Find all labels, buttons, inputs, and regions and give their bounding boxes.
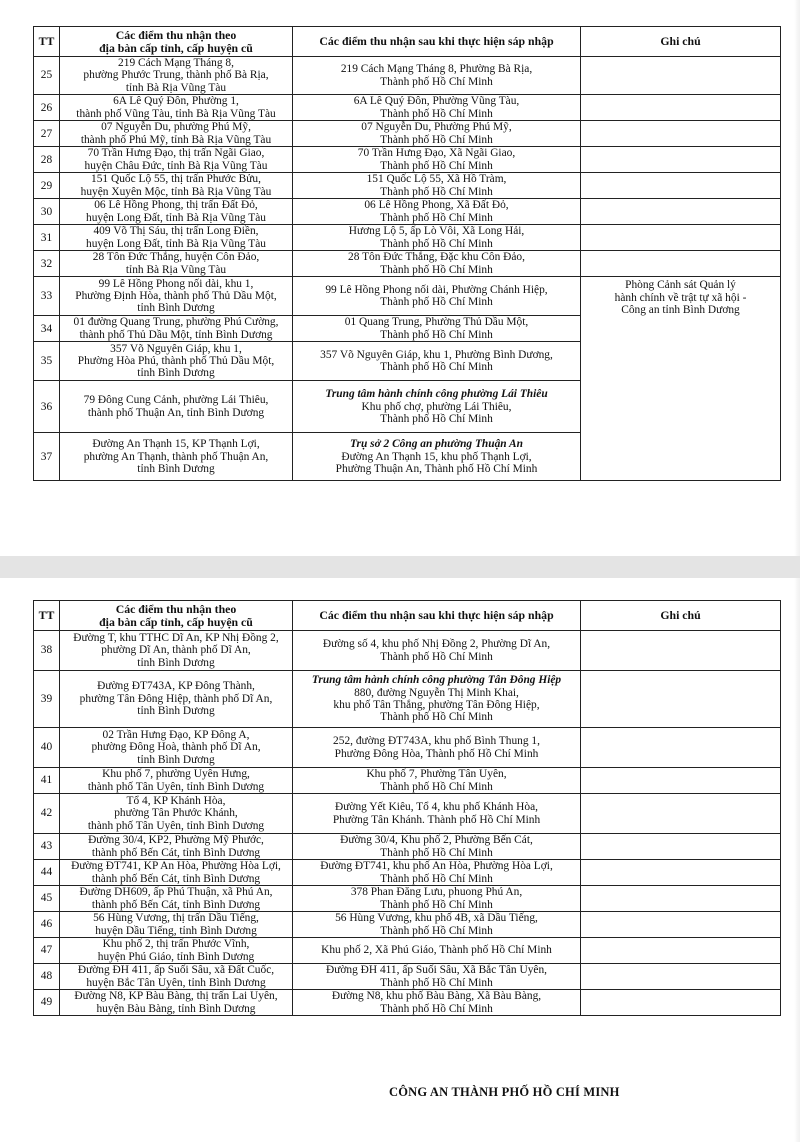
new-location-address: 219 Cách Mạng Tháng 8, Phường Bà Rịa, Thành phố Hồ Chí Minh — [340, 63, 533, 88]
table-row — [34, 938, 781, 964]
note-text: Phòng Cảnh sát Quản lý hành chính về trật tự xã hội - Công an tỉnh Bình Dương — [614, 279, 747, 317]
document-page-1 — [0, 0, 800, 556]
old-location: 06 Lê Hồng Phong, thị trấn Đất Đỏ, huyện Long Đất, tỉnh Bà Rịa Vũng Tàu — [60, 199, 293, 225]
new-location-address: Đường ĐH 411, ấp Suối Sâu, Xã Bắc Tân Uyên, Thành phố Hồ Chí Minh — [326, 964, 547, 989]
row-number: 37 — [34, 433, 60, 481]
old-location: 56 Hùng Vương, thị trấn Dầu Tiếng, huyện Dầu Tiếng, tỉnh Bình Dương — [60, 912, 293, 938]
table-row — [34, 912, 781, 938]
row-number: 46 — [34, 912, 60, 938]
new-location — [293, 886, 581, 912]
note-cell-empty — [581, 57, 781, 95]
table-row — [34, 95, 781, 121]
table-row — [34, 964, 781, 990]
new-location-address: 880, đường Nguyễn Thị Minh Khai, khu phố Tân Thắng, phường Tân Đông Hiệp, Thành phố Hồ Chí Minh — [333, 686, 540, 724]
new-location — [293, 251, 581, 277]
old-location: 07 Nguyễn Du, phường Phú Mỹ, thành phố Phú Mỹ, tỉnh Bà Rịa Vũng Tàu — [60, 121, 293, 147]
note-cell-empty — [581, 964, 781, 990]
new-location-title: Trung tâm hành chính công phường Tân Đông Hiệp — [311, 674, 562, 687]
row-number: 48 — [34, 964, 60, 990]
note-cell-empty — [581, 794, 781, 834]
note-cell-empty — [581, 121, 781, 147]
note-cell-empty — [581, 199, 781, 225]
old-location: 357 Võ Nguyên Giáp, khu 1, Phường Hòa Phú, thành phố Thủ Dầu Một, tỉnh Bình Dương — [60, 342, 293, 381]
new-location-address: Đường số 4, khu phố Nhị Đồng 2, Phường Dĩ An, Thành phố Hồ Chí Minh — [322, 638, 551, 663]
document-page-2 — [0, 578, 800, 1142]
row-number: 41 — [34, 768, 60, 794]
row-number: 31 — [34, 225, 60, 251]
new-location — [293, 964, 581, 990]
new-location — [293, 381, 581, 433]
row-number: 49 — [34, 990, 60, 1016]
table-row — [34, 251, 781, 277]
new-location — [293, 768, 581, 794]
table-row — [34, 794, 781, 834]
note-cell — [581, 277, 781, 481]
header-old-locations: Các điểm thu nhận theo địa bàn cấp tỉnh, cấp huyện cũ — [60, 27, 293, 57]
table-row — [34, 860, 781, 886]
row-number: 44 — [34, 860, 60, 886]
note-cell-empty — [581, 225, 781, 251]
old-location: Đường An Thạnh 15, KP Thạnh Lợi, phường An Thạnh, thành phố Thuận An, tỉnh Bình Dương — [60, 433, 293, 481]
new-location — [293, 938, 581, 964]
new-location — [293, 316, 581, 342]
new-location — [293, 121, 581, 147]
old-location: 6A Lê Quý Đôn, Phường 1, thành phố Vũng Tàu, tỉnh Bà Rịa Vũng Tàu — [60, 95, 293, 121]
page-divider — [0, 556, 800, 578]
row-number: 26 — [34, 95, 60, 121]
new-location — [293, 631, 581, 671]
table-row — [34, 671, 781, 728]
new-location — [293, 671, 581, 728]
note-cell-empty — [581, 768, 781, 794]
header-tt: TT — [34, 27, 60, 57]
note-cell-empty — [581, 912, 781, 938]
table-row — [34, 121, 781, 147]
new-location-address: 07 Nguyễn Du, Phường Phú Mỹ, Thành phố Hồ Chí Minh — [361, 121, 512, 146]
new-location-address: Đường An Thạnh 15, khu phố Thạnh Lợi, Phường Thuận An, Thành phố Hồ Chí Minh — [335, 450, 538, 475]
new-location — [293, 433, 581, 481]
new-location-address: 56 Hùng Vương, khu phố 4B, xã Dầu Tiếng, Thành phố Hồ Chí Minh — [335, 912, 538, 937]
new-location — [293, 728, 581, 768]
new-location — [293, 57, 581, 95]
new-location — [293, 147, 581, 173]
address-table-2 — [33, 600, 781, 1016]
old-location: Đường ĐT741, KP An Hòa, Phường Hòa Lợi, thành phố Bến Cát, tỉnh Bình Dương — [60, 860, 293, 886]
new-location-address: Đường ĐT741, khu phố An Hòa, Phường Hòa Lợi, Thành phố Hồ Chí Minh — [320, 860, 553, 885]
new-location-title: Trung tâm hành chính công phường Lái Thiêu — [325, 388, 548, 401]
new-location-address: Hương Lộ 5, ấp Lò Vôi, Xã Long Hải, Thành phố Hồ Chí Minh — [348, 225, 525, 250]
header-note: Ghi chú — [581, 27, 781, 57]
row-number: 36 — [34, 381, 60, 433]
header-new-locations: Các điểm thu nhận sau khi thực hiện sáp nhập — [293, 601, 581, 631]
row-number: 42 — [34, 794, 60, 834]
note-cell-empty — [581, 251, 781, 277]
note-cell-empty — [581, 834, 781, 860]
page-edge — [794, 0, 800, 556]
row-number: 47 — [34, 938, 60, 964]
header-note: Ghi chú — [581, 601, 781, 631]
note-cell-empty — [581, 95, 781, 121]
note-cell-empty — [581, 147, 781, 173]
row-number: 25 — [34, 57, 60, 95]
old-location: Khu phố 2, thị trấn Phước Vĩnh, huyện Phú Giáo, tỉnh Bình Dương — [60, 938, 293, 964]
old-location: Đường T, khu TTHC Dĩ An, KP Nhị Đồng 2, phường Dĩ An, thành phố Dĩ An, tỉnh Bình Dương — [60, 631, 293, 671]
new-location-address: 06 Lê Hồng Phong, Xã Đất Đỏ, Thành phố Hồ Chí Minh — [364, 199, 509, 224]
note-cell-empty — [581, 860, 781, 886]
new-location — [293, 990, 581, 1016]
row-number: 32 — [34, 251, 60, 277]
new-location — [293, 860, 581, 886]
new-location-address: 99 Lê Hồng Phong nối dài, Phường Chánh Hiệp, Thành phố Hồ Chí Minh — [325, 283, 548, 309]
new-location — [293, 794, 581, 834]
table-row — [34, 631, 781, 671]
table-row — [34, 768, 781, 794]
note-cell-empty — [581, 671, 781, 728]
new-location — [293, 342, 581, 381]
table-row — [34, 728, 781, 768]
new-location — [293, 199, 581, 225]
old-location: 409 Võ Thị Sáu, thị trấn Long Điền, huyện Long Đất, tỉnh Bà Rịa Vũng Tàu — [60, 225, 293, 251]
note-cell-empty — [581, 173, 781, 199]
old-location: Đường N8, KP Bàu Bàng, thị trấn Lai Uyên, huyện Bàu Bàng, tỉnh Bình Dương — [60, 990, 293, 1016]
row-number: 39 — [34, 671, 60, 728]
old-location: 02 Trần Hưng Đạo, KP Đông A, phường Đông Hoà, thành phố Dĩ An, tỉnh Bình Dương — [60, 728, 293, 768]
new-location — [293, 225, 581, 251]
old-location: 01 đường Quang Trung, phường Phú Cường, thành phố Thủ Dầu Một, tỉnh Bình Dương — [60, 316, 293, 342]
table-row — [34, 225, 781, 251]
row-number: 45 — [34, 886, 60, 912]
table-row — [34, 57, 781, 95]
header-new-locations: Các điểm thu nhận sau khi thực hiện sáp nhập — [293, 27, 581, 57]
table-row — [34, 886, 781, 912]
old-location: 70 Trần Hưng Đạo, thị trấn Ngãi Giao, huyện Châu Đức, tỉnh Bà Rịa Vũng Tàu — [60, 147, 293, 173]
note-cell-empty — [581, 938, 781, 964]
new-location-address: 28 Tôn Đức Thắng, Đặc khu Côn Đảo, Thành phố Hồ Chí Minh — [348, 251, 525, 276]
new-location-address: 252, đường ĐT743A, khu phố Bình Thung 1, Phường Đông Hòa, Thành phố Hồ Chí Minh — [333, 735, 540, 760]
new-location-address: Khu phố 2, Xã Phú Giáo, Thành phố Hồ Chí Minh — [321, 944, 552, 957]
new-location — [293, 95, 581, 121]
table-header-row — [34, 27, 781, 57]
new-location-address: Đường Yết Kiêu, Tổ 4, khu phố Khánh Hòa, Phường Tân Khánh. Thành phố Hồ Chí Minh — [332, 801, 541, 826]
new-location-address: Khu phố 7, Phường Tân Uyên, Thành phố Hồ Chí Minh — [366, 768, 507, 793]
row-number: 27 — [34, 121, 60, 147]
old-location: Đường DH609, ấp Phú Thuận, xã Phú An, thành phố Bến Cát, tỉnh Bình Dương — [60, 886, 293, 912]
table-header-row — [34, 601, 781, 631]
new-location-address: 6A Lê Quý Đôn, Phường Vũng Tàu, Thành phố Hồ Chí Minh — [353, 95, 520, 120]
row-number: 30 — [34, 199, 60, 225]
old-location: 28 Tôn Đức Thắng, huyện Côn Đảo, tỉnh Bà Rịa Vũng Tàu — [60, 251, 293, 277]
row-number: 43 — [34, 834, 60, 860]
table-row — [34, 199, 781, 225]
new-location-address: 151 Quốc Lộ 55, Xã Hồ Tràm, Thành phố Hồ Chí Minh — [366, 173, 507, 198]
row-number: 28 — [34, 147, 60, 173]
row-number: 29 — [34, 173, 60, 199]
footer-signature: CÔNG AN THÀNH PHỐ HỒ CHÍ MINH — [389, 1085, 620, 1099]
new-location-address: Khu phố chợ, phường Lái Thiêu, Thành phố Hồ Chí Minh — [361, 400, 512, 425]
table-row — [34, 147, 781, 173]
row-number: 38 — [34, 631, 60, 671]
row-number: 34 — [34, 316, 60, 342]
old-location: 151 Quốc Lộ 55, thị trấn Phước Bửu, huyện Xuyên Mộc, tỉnh Bà Rịa Vũng Tàu — [60, 173, 293, 199]
note-cell-empty — [581, 631, 781, 671]
header-old-locations: Các điểm thu nhận theo địa bàn cấp tỉnh, cấp huyện cũ — [60, 601, 293, 631]
header-tt: TT — [34, 601, 60, 631]
old-location: Đường ĐH 411, ấp Suối Sâu, xã Đất Cuốc, huyện Bắc Tân Uyên, tỉnh Bình Dương — [60, 964, 293, 990]
new-location-address: 70 Trần Hưng Đạo, Xã Ngãi Giao, Thành phố Hồ Chí Minh — [357, 147, 516, 172]
note-cell-empty — [581, 886, 781, 912]
new-location-address: 01 Quang Trung, Phường Thủ Dầu Một, Thành phố Hồ Chí Minh — [344, 316, 529, 341]
row-number: 35 — [34, 342, 60, 381]
new-location — [293, 912, 581, 938]
page-edge — [794, 578, 800, 1142]
old-location: 99 Lê Hồng Phong nối dài, khu 1, Phường Định Hòa, thành phố Thủ Dầu Một, tỉnh Bình Dương — [60, 277, 293, 316]
address-table-1 — [33, 26, 781, 481]
table-row — [34, 173, 781, 199]
old-location: 219 Cách Mạng Tháng 8, phường Phước Trung, thành phố Bà Rịa, tỉnh Bà Rịa Vũng Tàu — [60, 57, 293, 95]
new-location — [293, 173, 581, 199]
new-location-title: Trụ sở 2 Công an phường Thuận An — [350, 438, 523, 451]
old-location: Tổ 4, KP Khánh Hòa, phường Tân Phước Khánh, thành phố Tân Uyên, tỉnh Bình Dương — [60, 794, 293, 834]
new-location-address: Đường 30/4, Khu phố 2, Phường Bến Cát, Thành phố Hồ Chí Minh — [340, 834, 533, 859]
note-cell-empty — [581, 990, 781, 1016]
row-number: 40 — [34, 728, 60, 768]
old-location: Đường ĐT743A, KP Đông Thành, phường Tân Đông Hiệp, thành phố Dĩ An, tỉnh Bình Dương — [60, 671, 293, 728]
new-location-address: 357 Võ Nguyên Giáp, khu 1, Phường Bình Dương, Thành phố Hồ Chí Minh — [320, 348, 553, 374]
old-location: 79 Đông Cung Cảnh, phường Lái Thiêu, thành phố Thuận An, tỉnh Bình Dương — [60, 381, 293, 433]
note-cell-empty — [581, 728, 781, 768]
row-number: 33 — [34, 277, 60, 316]
new-location — [293, 834, 581, 860]
new-location — [293, 277, 581, 316]
old-location: Khu phố 7, phường Uyên Hưng, thành phố Tân Uyên, tỉnh Bình Dương — [60, 768, 293, 794]
table-row — [34, 990, 781, 1016]
table-row — [34, 277, 781, 316]
table-row — [34, 834, 781, 860]
new-location-address: Đường N8, khu phố Bàu Bàng, Xã Bàu Bàng, Thành phố Hồ Chí Minh — [331, 990, 542, 1015]
new-location-address: 378 Phan Đăng Lưu, phuong Phú An, Thành phố Hồ Chí Minh — [350, 886, 523, 911]
old-location: Đường 30/4, KP2, Phường Mỹ Phước, thành phố Bến Cát, tỉnh Bình Dương — [60, 834, 293, 860]
